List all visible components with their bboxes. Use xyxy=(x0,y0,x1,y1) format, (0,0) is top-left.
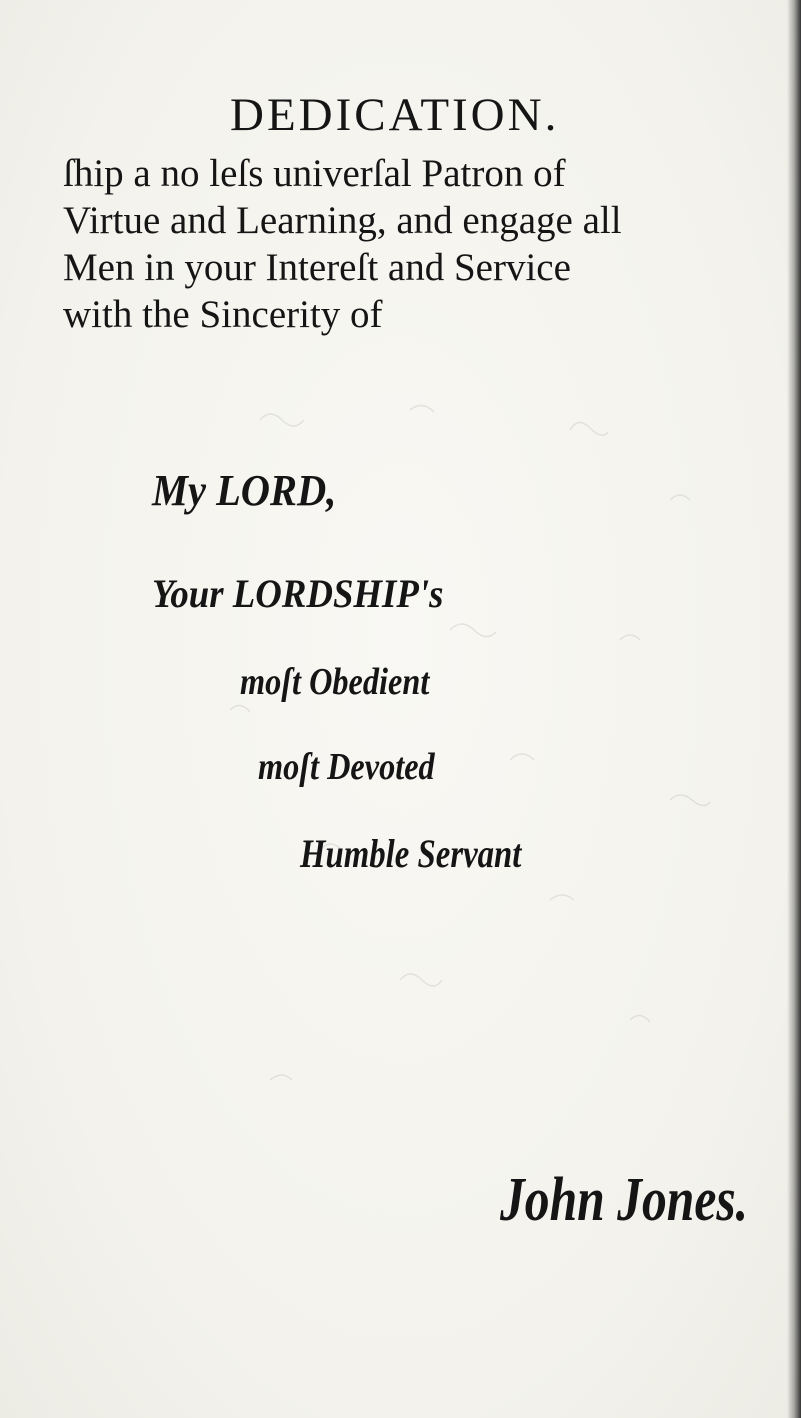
paragraph-line: with the Sincerity of xyxy=(63,293,383,336)
closing-line-lordship: Your LORDSHIP's xyxy=(152,571,444,616)
closing-line-obedient: moſt Obedient xyxy=(240,661,430,703)
salutation: My LORD, xyxy=(152,466,337,515)
paragraph-line: Men in your Intereſt and Service xyxy=(63,246,571,289)
closing-line-servant: Humble Servant xyxy=(300,831,522,876)
paragraph-line: ſhip a no leſs univerſal Patron of xyxy=(63,152,566,195)
closing-line-devoted: moſt Devoted xyxy=(258,746,435,788)
paragraph-line: Virtue and Learning, and engage all xyxy=(63,199,622,242)
page-title: DEDICATION. xyxy=(230,89,560,141)
dedication-paragraph xyxy=(63,150,773,338)
page-edge-shadow xyxy=(787,0,801,1418)
signature: John Jones. xyxy=(500,1166,749,1234)
